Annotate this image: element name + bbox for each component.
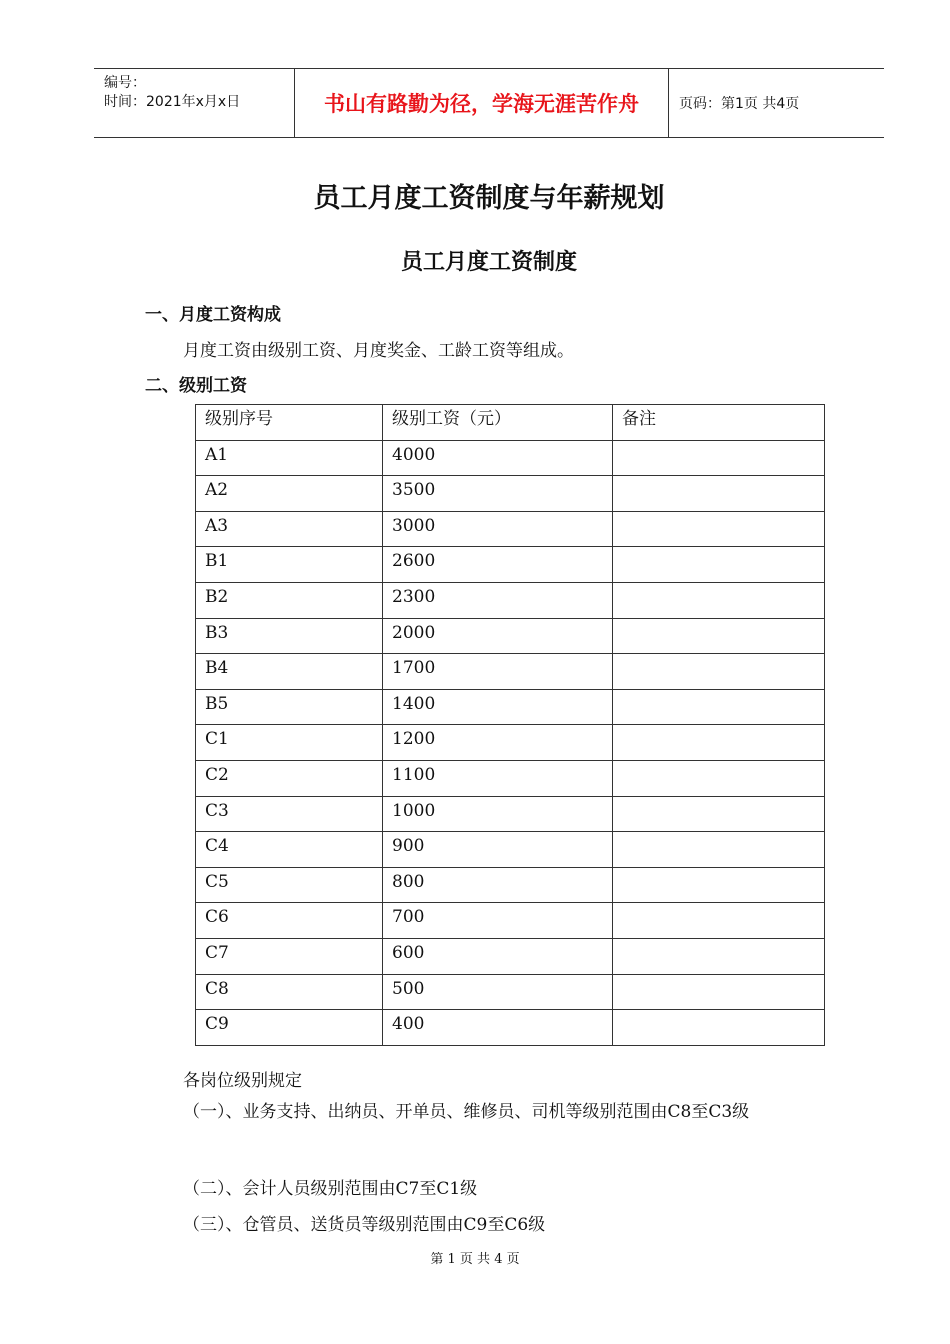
table-cell: C3 [196, 796, 383, 832]
table-cell [613, 832, 825, 868]
table-cell [613, 689, 825, 725]
table-cell: C7 [196, 938, 383, 974]
header-page-number: 页码：第1页 共4页 [679, 96, 800, 112]
rule-paragraph-1: （一）、业务支持、出纳员、开单员、维修员、司机等级别范围由C8至C3级 [183, 1102, 750, 1122]
header-meta [94, 69, 295, 137]
table-header-cell: 备注 [613, 405, 825, 441]
table-row [196, 832, 825, 868]
section-heading-grade-salary: 二、级别工资 [145, 376, 247, 396]
table-cell: 2600 [383, 547, 613, 583]
table-cell: C8 [196, 974, 383, 1010]
table-cell: C2 [196, 760, 383, 796]
table-cell: 4000 [383, 440, 613, 476]
rule-paragraph-3: （三）、仓管员、送货员等级别范围由C9至C6级 [183, 1215, 546, 1235]
page-footer: 第 1 页 共 4 页 [430, 1252, 520, 1267]
table-cell: 800 [383, 867, 613, 903]
document-time-label: 时间：2021年x月x日 [104, 94, 241, 110]
table-cell: B4 [196, 654, 383, 690]
table-row [196, 511, 825, 547]
table-cell: 900 [383, 832, 613, 868]
table-header-cell: 级别工资（元） [383, 405, 613, 441]
table-cell: B2 [196, 582, 383, 618]
table-cell: C9 [196, 1010, 383, 1046]
table-cell: 1400 [383, 689, 613, 725]
table-row [196, 760, 825, 796]
table-row [196, 582, 825, 618]
table-row [196, 689, 825, 725]
table-row [196, 974, 825, 1010]
table-cell [613, 547, 825, 583]
document-subtitle: 员工月度工资制度 [400, 250, 577, 275]
table-cell: 2000 [383, 618, 613, 654]
table-cell: 1700 [383, 654, 613, 690]
table-row [196, 654, 825, 690]
table-cell: B5 [196, 689, 383, 725]
table-row [196, 867, 825, 903]
rules-title: 各岗位级别规定 [183, 1071, 302, 1091]
table-cell [613, 476, 825, 512]
table-cell: 400 [383, 1010, 613, 1046]
table-cell: 600 [383, 938, 613, 974]
table-cell: B3 [196, 618, 383, 654]
table-row [196, 476, 825, 512]
table-cell [613, 725, 825, 761]
table-cell [613, 582, 825, 618]
header-motto: 书山有路勤为径，学海无涯苦作舟 [295, 69, 669, 137]
table-row [196, 618, 825, 654]
table-cell: B1 [196, 547, 383, 583]
table-cell: A1 [196, 440, 383, 476]
table-cell: 2300 [383, 582, 613, 618]
table-header-row [196, 405, 825, 441]
table-cell: 3500 [383, 476, 613, 512]
table-cell [613, 511, 825, 547]
table-row [196, 1010, 825, 1046]
table-cell: 3000 [383, 511, 613, 547]
table-row [196, 440, 825, 476]
table-cell [613, 618, 825, 654]
table-cell [613, 796, 825, 832]
table-cell: 500 [383, 974, 613, 1010]
grade-salary-table [195, 404, 825, 1046]
table-header-cell: 级别序号 [196, 405, 383, 441]
table-row [196, 547, 825, 583]
table-row [196, 796, 825, 832]
table-row [196, 725, 825, 761]
table-row [196, 903, 825, 939]
section-heading-composition: 一、月度工资构成 [145, 305, 281, 325]
table-cell [613, 938, 825, 974]
document-number-label: 编号： [104, 75, 146, 91]
table-cell [613, 760, 825, 796]
table-cell: C5 [196, 867, 383, 903]
table-row [196, 938, 825, 974]
table-cell [613, 440, 825, 476]
table-cell: C4 [196, 832, 383, 868]
rule-paragraph-2: （二）、会计人员级别范围由C7至C1级 [183, 1179, 478, 1199]
table-cell: C6 [196, 903, 383, 939]
page-header [94, 68, 884, 138]
table-cell [613, 867, 825, 903]
table-cell [613, 903, 825, 939]
table-cell: 1000 [383, 796, 613, 832]
table-cell: 1100 [383, 760, 613, 796]
composition-paragraph: 月度工资由级别工资、月度奖金、工龄工资等组成。 [183, 341, 574, 361]
table-cell: A2 [196, 476, 383, 512]
table-cell [613, 654, 825, 690]
table-cell: C1 [196, 725, 383, 761]
table-cell: A3 [196, 511, 383, 547]
table-cell: 1200 [383, 725, 613, 761]
document-title: 员工月度工资制度与年薪规划 [313, 183, 665, 214]
table-cell [613, 974, 825, 1010]
table-cell [613, 1010, 825, 1046]
table-cell: 700 [383, 903, 613, 939]
